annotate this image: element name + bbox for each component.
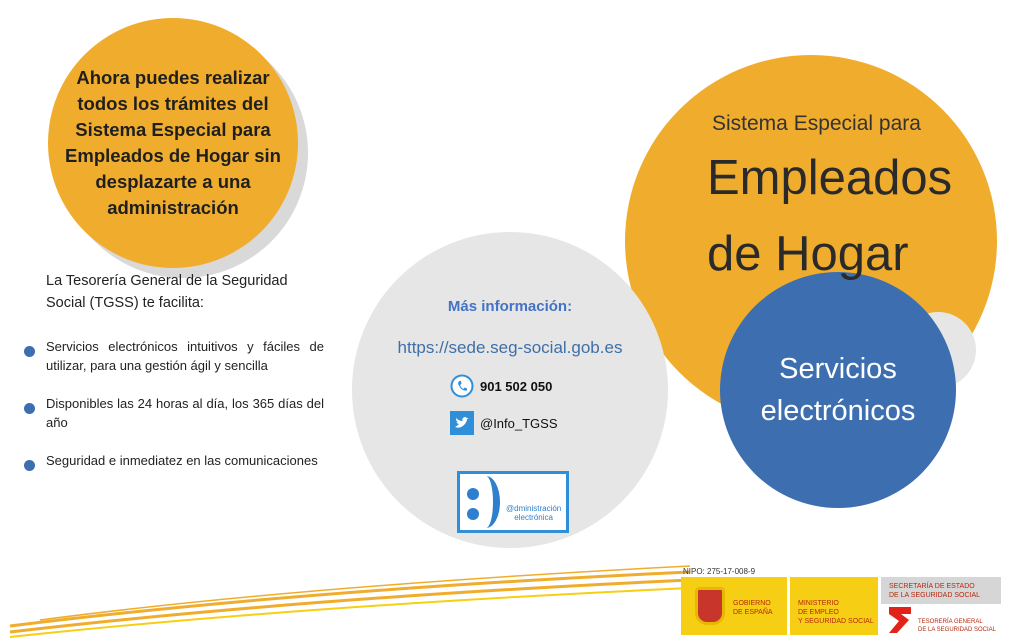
twitter-icon — [450, 411, 474, 435]
bullet-icon — [24, 403, 35, 414]
tesoreria-label: TESORERÍA GENERAL DE LA SEGURIDAD SOCIAL — [918, 619, 997, 633]
intro-text: La Tesorería General de la Seguridad Social (TGSS) te facilita: — [46, 273, 288, 311]
phone-contact[interactable]: 901 502 050 — [450, 374, 552, 398]
bullet-item: Disponibles las 24 horas al día, los 365 días del año — [24, 394, 324, 432]
services-badge — [720, 272, 956, 508]
bullet-item: Seguridad e inmediatez en las comunicaciones — [24, 451, 324, 470]
info-url-link[interactable]: https://sede.seg-social.gob.es — [397, 338, 623, 357]
twitter-contact[interactable]: @Info_TGSS — [450, 411, 558, 435]
bullet-item: Servicios electrónicos intuitivos y fáciles de utilizar, para una gestión ágil y sencilla — [24, 337, 324, 375]
badge-line2: electrónicos — [760, 395, 916, 427]
nipo-text: NIPO: 275-17-008-9 — [683, 567, 756, 576]
administracion-electronica-logo[interactable]: @dministración electrónica — [457, 471, 569, 533]
coat-of-arms-icon — [695, 587, 725, 625]
gobierno-logo: GOBIERNO DE ESPAÑA — [681, 577, 787, 635]
tgss-logo-icon — [889, 607, 911, 633]
page-title: Empleados de Hogar — [707, 151, 953, 281]
phone-icon — [450, 374, 474, 398]
info-heading: Más información: — [447, 298, 573, 315]
bullet-icon — [24, 346, 35, 357]
secretaria-label: SECRETARÍA DE ESTADO DE LA SEGURIDAD SOCIAL — [881, 577, 1001, 604]
callout-circle — [48, 18, 298, 268]
callout-text: Ahora puedes realizar todos los trámites del Sistema Especial para Empleados de Hogar sin desplazarte a una administración — [65, 67, 281, 218]
decorative-swoosh — [0, 560, 690, 640]
ministerio-logo: MINISTERIO DE EMPLEO Y SEGURIDAD SOCIAL — [790, 577, 878, 635]
badge-line1: Servicios — [779, 353, 897, 385]
bullet-icon — [24, 460, 35, 471]
title-sub: Sistema Especial para — [712, 112, 921, 135]
